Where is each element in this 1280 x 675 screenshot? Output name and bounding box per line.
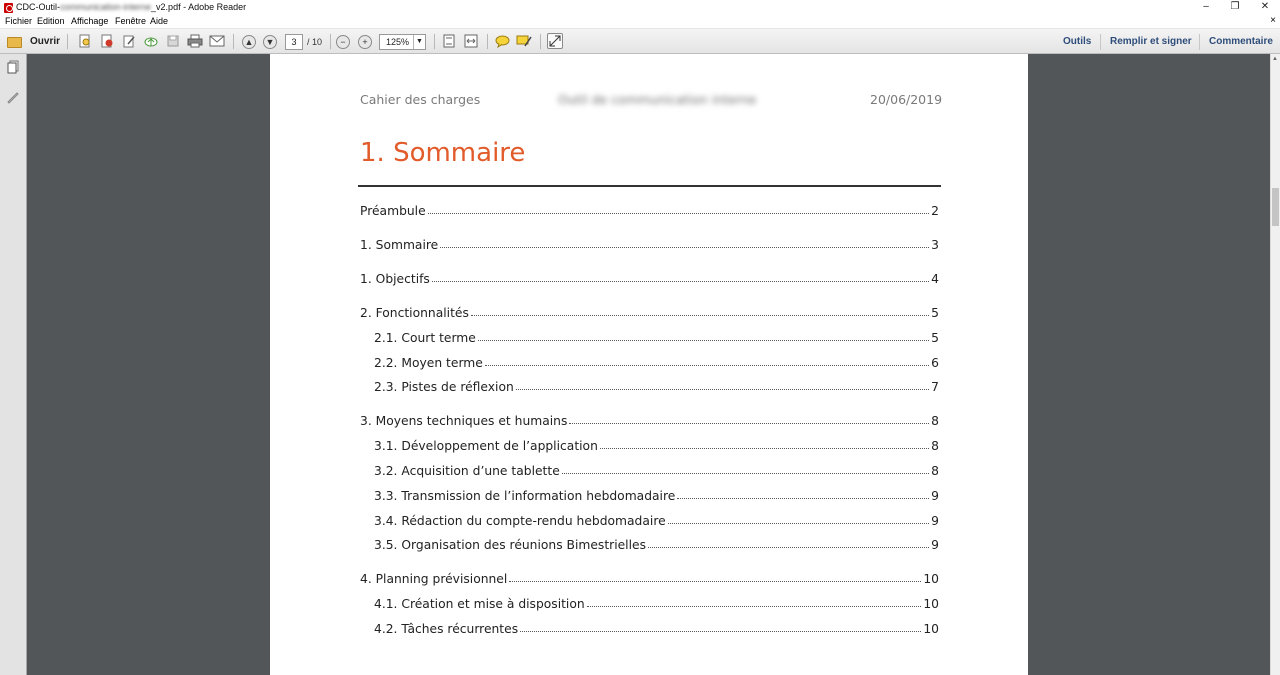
toc-entry-title: 3.3. Transmission de l’information hebdomadaire [374, 489, 676, 503]
total-pages: / 10 [307, 37, 323, 47]
toc-entry[interactable] [374, 460, 939, 478]
toc-entry[interactable] [374, 534, 939, 552]
close-button[interactable]: ✕ [1260, 1, 1270, 12]
toc-entry-title: 2.2. Moyen terme [374, 356, 483, 370]
fit-width-icon[interactable] [463, 33, 479, 49]
toolbar-separator [330, 34, 331, 49]
toc-entry[interactable] [374, 376, 939, 394]
menu-fichier[interactable]: Fichier [5, 16, 33, 26]
toc-leader-dots [428, 213, 930, 214]
expand-icon[interactable] [547, 33, 563, 49]
edit-pdf-icon[interactable] [121, 33, 137, 49]
zoom-in-icon[interactable]: + [358, 35, 372, 49]
toc-entry-page: 5 [931, 306, 939, 320]
toc-leader-dots [516, 389, 929, 390]
toc-entry[interactable] [374, 618, 939, 636]
toc-entry[interactable] [360, 268, 939, 286]
cloud-upload-icon[interactable] [143, 33, 159, 49]
toc-entry-page: 6 [931, 356, 939, 370]
menu-aide[interactable]: Aide [150, 16, 169, 26]
toc-leader-dots [509, 581, 921, 582]
toc-leader-dots [478, 340, 929, 341]
toc-entry-page: 4 [931, 272, 939, 286]
comment-icon[interactable] [494, 33, 510, 49]
toc-leader-dots [668, 523, 930, 524]
toc-entry-title: 2. Fonctionnalités [360, 306, 469, 320]
folder-open-icon[interactable] [7, 37, 22, 48]
menu-fenetre[interactable]: Fenêtre [115, 16, 147, 26]
minimize-button[interactable]: – [1203, 1, 1209, 12]
toc-entry-title: Préambule [360, 204, 426, 218]
vertical-scrollbar[interactable] [1270, 54, 1280, 675]
page-number-input[interactable]: 3 [285, 34, 303, 50]
toc-leader-dots [432, 281, 929, 282]
toc-entry-page: 9 [931, 489, 939, 503]
toc-entry[interactable] [374, 510, 939, 528]
toc-entry-title: 3.5. Organisation des réunions Bimestrielles [374, 538, 646, 552]
toc-entry[interactable] [374, 327, 939, 345]
document-page [270, 54, 1028, 675]
toc-entry-page: 10 [923, 572, 939, 586]
save-icon[interactable] [165, 33, 181, 49]
toc-entry[interactable] [360, 302, 939, 320]
toc-entry-title: 2.1. Court terme [374, 331, 476, 345]
next-page-icon[interactable]: ▼ [263, 35, 277, 49]
export-pdf-icon[interactable] [99, 33, 115, 49]
toc-leader-dots [471, 315, 929, 316]
toc-entry-title: 4.2. Tâches récurrentes [374, 622, 519, 636]
tools-link[interactable]: Outils [1063, 36, 1092, 47]
window-title-suffix: _v2.pdf - Adobe Reader [151, 2, 247, 12]
adobe-reader-icon [4, 3, 13, 13]
toc-leader-dots [485, 365, 929, 366]
toc-entry[interactable] [374, 352, 939, 370]
pages-thumbnail-icon[interactable] [6, 60, 20, 74]
zoom-select[interactable] [379, 34, 426, 50]
email-icon[interactable] [209, 33, 225, 49]
toc-entry-title: 1. Objectifs [360, 272, 430, 286]
toc-entry[interactable] [374, 435, 939, 453]
toolbar-separator [434, 34, 435, 49]
toc-entry-title: 2.3. Pistes de réflexion [374, 380, 514, 394]
toc-entry-page: 2 [931, 204, 939, 218]
header-title: Cahier des charges [360, 92, 481, 107]
highlight-icon[interactable] [516, 33, 532, 49]
toc-entry-title: 3.4. Rédaction du compte-rendu hebdomadaire [374, 514, 666, 528]
page-heading: 1. Sommaire [360, 138, 526, 168]
toc-entry-page: 3 [931, 238, 939, 252]
fill-and-sign-link[interactable]: Remplir et signer [1110, 36, 1192, 47]
toc-entry-page: 5 [931, 331, 939, 345]
toc-entry[interactable] [374, 593, 939, 611]
title-bar [0, 0, 1280, 15]
toc-entry-page: 10 [923, 622, 939, 636]
toc-entry-title: 3.1. Développement de l’application [374, 439, 598, 453]
header-subject-blurred: Outil de communication interne [558, 92, 757, 107]
toc-leader-dots [587, 606, 922, 607]
menu-bar [0, 15, 1280, 29]
toc-leader-dots [677, 498, 929, 499]
close-document-button[interactable]: × [1270, 15, 1276, 26]
toc-entry-title: 3. Moyens techniques et humains [360, 414, 568, 428]
scrollbar-thumb[interactable] [1272, 188, 1279, 226]
previous-page-icon[interactable]: ▲ [242, 35, 256, 49]
toc-leader-dots [440, 247, 929, 248]
window-title [16, 2, 246, 12]
toc-entry-page: 9 [931, 514, 939, 528]
create-pdf-icon[interactable] [77, 33, 93, 49]
toc-entry-page: 10 [923, 597, 939, 611]
toc-entry[interactable] [360, 410, 939, 428]
print-icon[interactable] [187, 33, 203, 49]
open-button[interactable]: Ouvrir [30, 36, 61, 47]
toc-entry-title: 3.2. Acquisition d’une tablette [374, 464, 560, 478]
fit-page-icon[interactable] [441, 33, 457, 49]
toc-entry-page: 7 [931, 380, 939, 394]
zoom-out-icon[interactable]: − [336, 35, 350, 49]
chevron-down-icon[interactable]: ▼ [413, 35, 425, 49]
scroll-up-icon[interactable]: ▲ [1272, 56, 1278, 62]
toc-entry-page: 9 [931, 538, 939, 552]
toc-entry-page: 8 [931, 439, 939, 453]
toc-leader-dots [600, 448, 929, 449]
toolbar-separator [233, 34, 234, 49]
toc-entry-title: 1. Sommaire [360, 238, 439, 252]
heading-divider [358, 185, 941, 187]
toc-leader-dots [520, 631, 921, 632]
restore-button[interactable]: ❐ [1230, 1, 1240, 12]
window-title-blurred: communication-interne [60, 2, 152, 12]
toolbar-separator [1100, 34, 1101, 50]
toc-entry[interactable] [374, 485, 939, 503]
toc-entry[interactable] [360, 568, 939, 586]
window-title-prefix: CDC-Outil- [16, 2, 60, 12]
toolbar-separator [487, 34, 488, 49]
toc-entry[interactable] [360, 200, 939, 218]
header-date: 20/06/2019 [870, 92, 943, 107]
toc-entry-page: 8 [931, 414, 939, 428]
zoom-value: 125% [386, 37, 410, 47]
toc-entry-page: 8 [931, 464, 939, 478]
toc-entry-title: 4. Planning prévisionnel [360, 572, 508, 586]
navigation-panel [0, 54, 27, 675]
toc-entry-title: 4.1. Création et mise à disposition [374, 597, 585, 611]
toolbar-separator [540, 34, 541, 49]
menu-edition[interactable]: Edition [37, 16, 65, 26]
comment-link[interactable]: Commentaire [1209, 36, 1273, 47]
menu-affichage[interactable]: Affichage [71, 16, 109, 26]
toc-leader-dots [648, 547, 929, 548]
toc-leader-dots [562, 473, 929, 474]
signature-pen-icon[interactable] [6, 90, 20, 104]
toc-leader-dots [569, 423, 929, 424]
toc-entry[interactable] [360, 234, 939, 252]
toolbar [0, 29, 1280, 54]
toolbar-separator [67, 34, 68, 49]
toolbar-separator [1199, 34, 1200, 50]
